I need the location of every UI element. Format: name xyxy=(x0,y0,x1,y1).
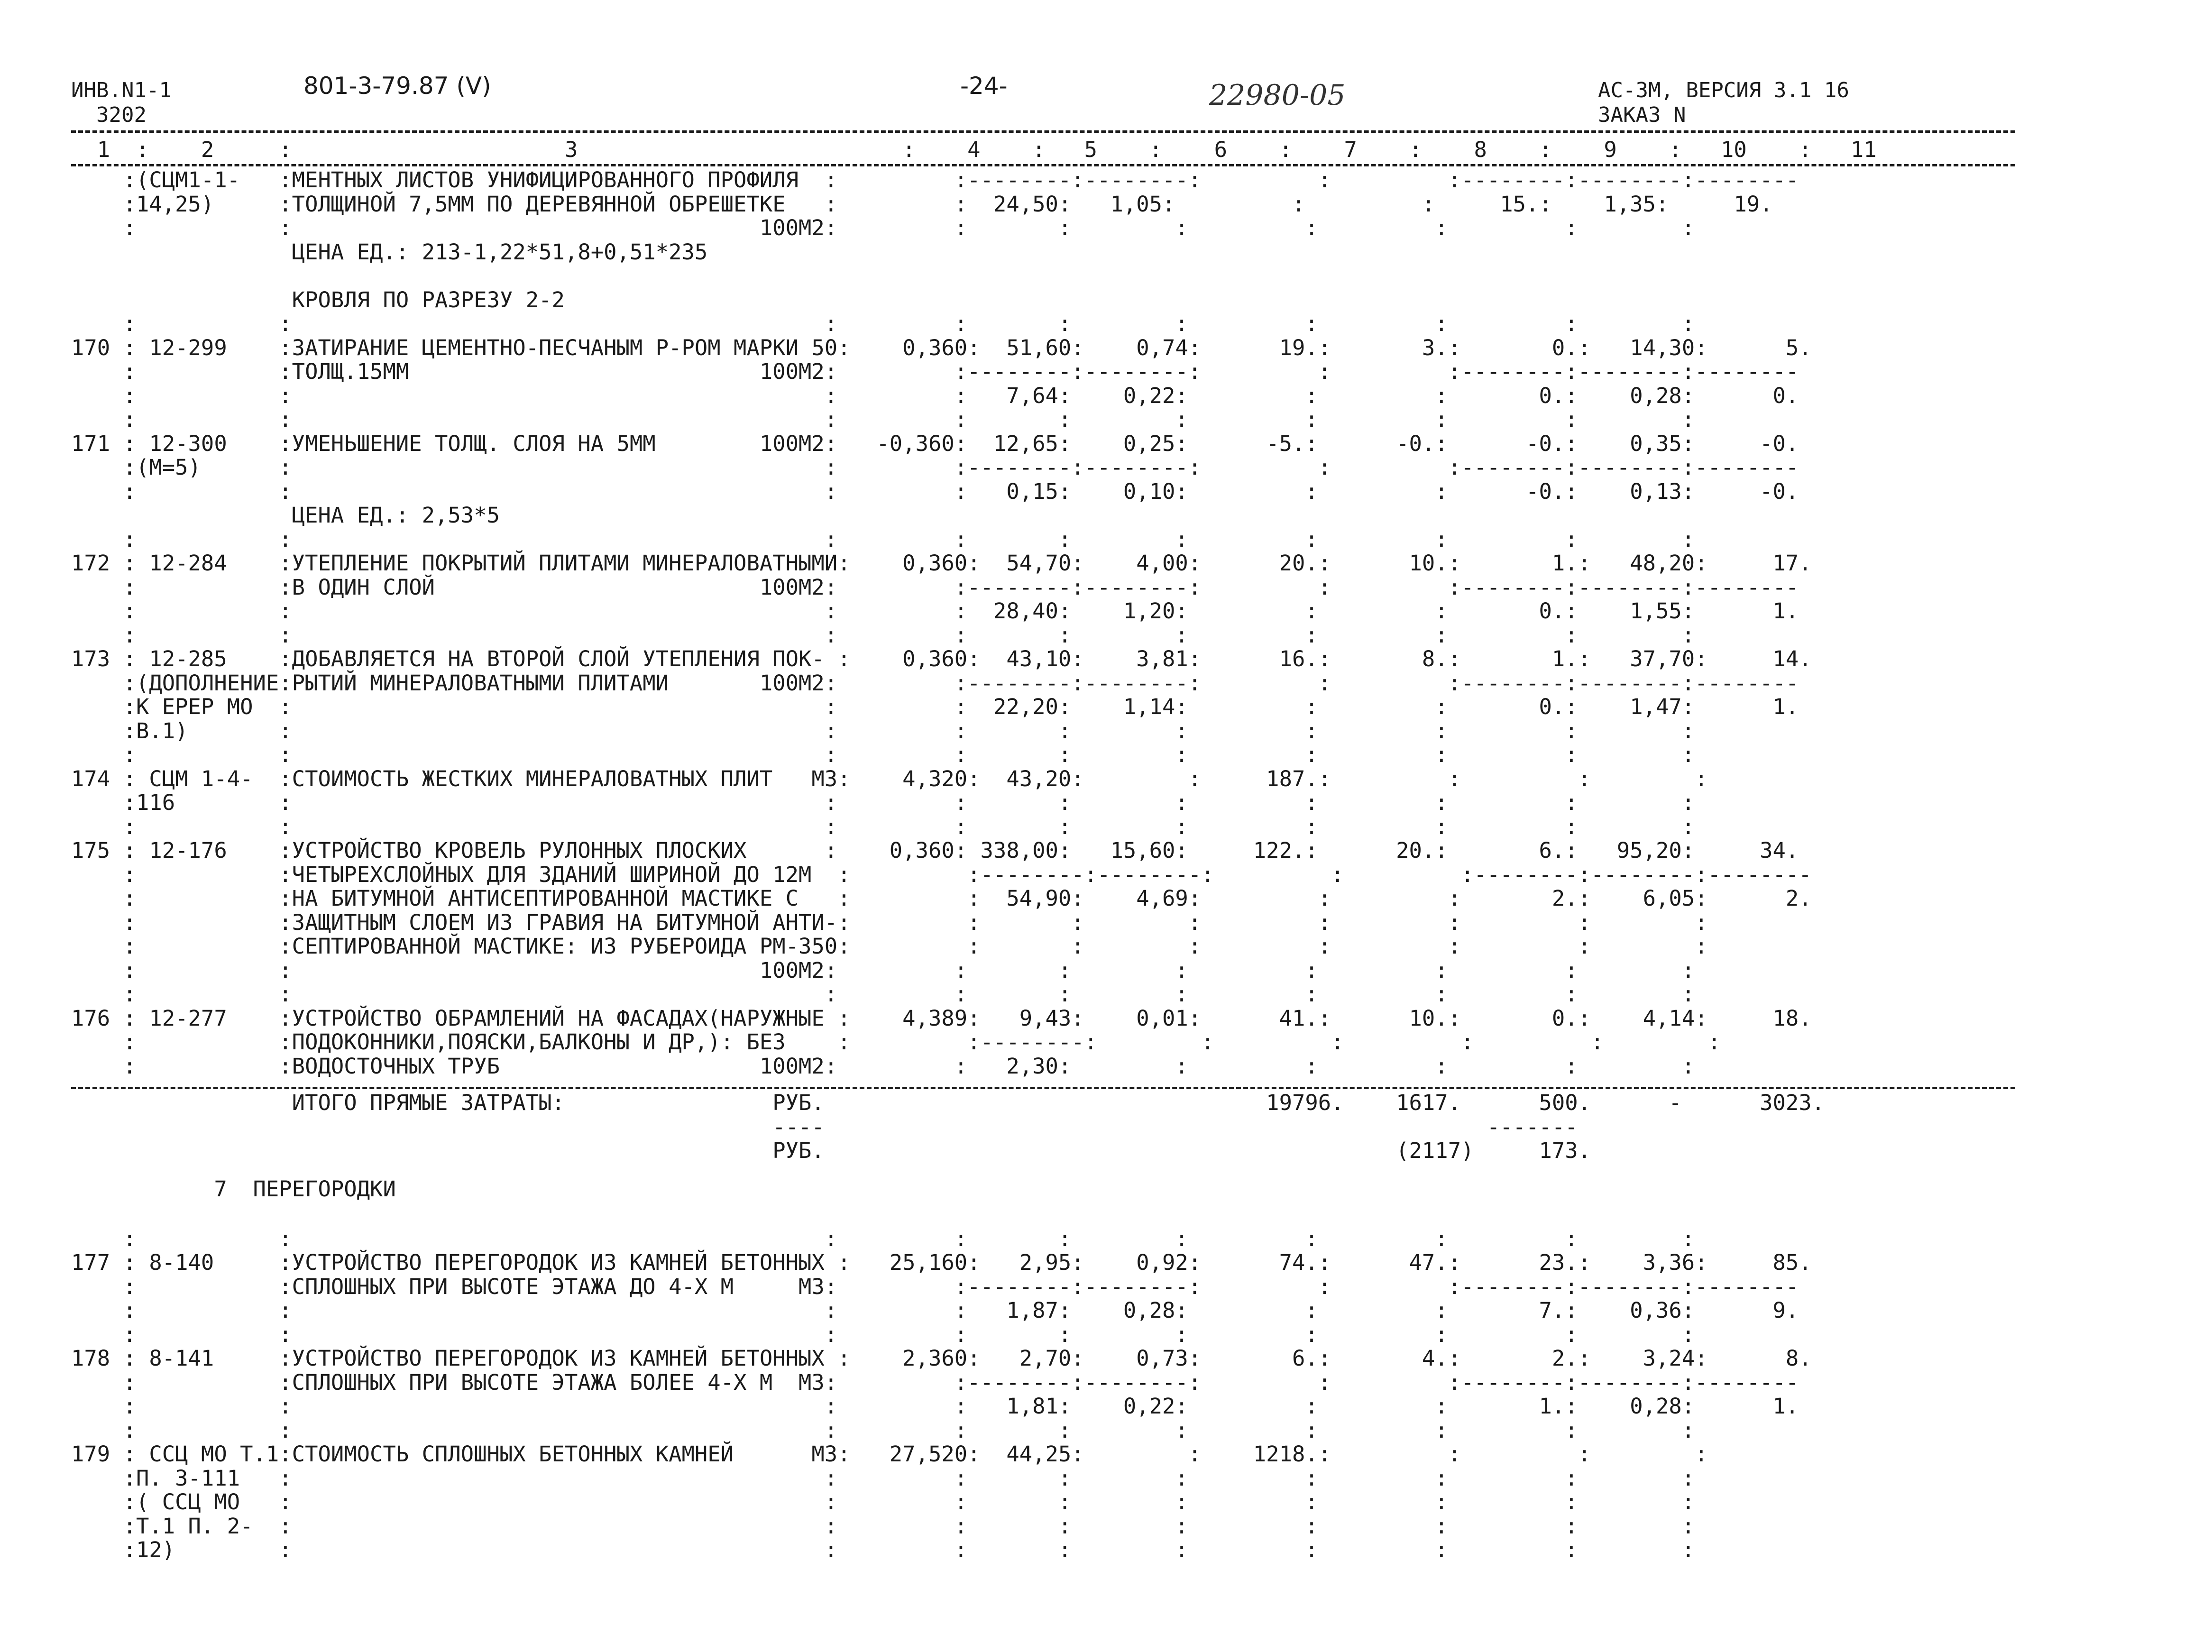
estimate-table-part-1 xyxy=(71,168,2015,1078)
table-line: : : : : : : : : : : xyxy=(71,622,1695,648)
table-line: : :ПОДОКОННИКИ,ПОЯСКИ,БАЛКОНЫ И ДР,): БЕЗ : :--------: : : : : : xyxy=(71,1029,1721,1055)
table-line xyxy=(71,264,2015,288)
totals-line: ---- ------- xyxy=(71,1114,1578,1139)
table-line: : : : : : : : : : : xyxy=(71,1322,1695,1347)
table-line: : : : : 28,40: 1,20: : : 0.: 1,55: 1. xyxy=(71,598,1799,624)
table-line: :Т.1 П. 2- : : : : : : : : : xyxy=(71,1513,1695,1539)
handwritten-number: 22980-05 xyxy=(1209,79,1346,112)
table-line: 171 : 12-300 :УМЕНЬШЕНИЕ ТОЛЩ. СЛОЯ НА 5ММ 100М2: -0,360: 12,65: 0,25: -5.: -0.: -0.: 0,35: -0. xyxy=(71,431,1799,456)
table-line: : :ЗАЩИТНЫМ СЛОЕМ ИЗ ГРАВИЯ НА БИТУМНОЙ АНТИ-: : : : : : : : xyxy=(71,909,1708,935)
estimate-table-part-2 xyxy=(71,1203,2015,1562)
inventory-line-1: ИНВ.N1-1 xyxy=(71,78,172,102)
table-line: : :В ОДИН СЛОЙ 100М2: :--------:--------: : :--------:--------:-------- xyxy=(71,574,1799,600)
table-line: ЦЕНА ЕД.: 213-1,22*51,8+0,51*235 xyxy=(71,239,708,265)
table-line: :(М=5) : : :--------:--------: : :--------:--------:-------- xyxy=(71,455,1799,480)
table-line: :(ДОПОЛНЕНИЕ:РЫТИЙ МИНЕРАЛОВАТНЫМИ ПЛИТАМИ 100М2: :--------:--------: : :--------:--------:-------- xyxy=(71,670,1799,696)
table-line: : : : : 1,87: 0,28: : : 7.: 0,36: 9. xyxy=(71,1298,1799,1323)
section-heading xyxy=(71,1177,2015,1202)
table-line: : :СПЛОШНЫХ ПРИ ВЫСОТЕ ЭТАЖА ДО 4-Х М М3: :--------:--------: : :--------:--------:-------- xyxy=(71,1274,1799,1299)
table-line: ЦЕНА ЕД.: 2,53*5 xyxy=(71,503,500,528)
table-line: : : : : 7,64: 0,22: : : 0.: 0,28: 0. xyxy=(71,383,1799,408)
table-line xyxy=(71,1203,2015,1227)
totals-block xyxy=(71,1091,2015,1163)
page-header xyxy=(71,72,2015,130)
table-line: : : : : : : : : : : xyxy=(71,1226,1695,1251)
inventory-line-2: 3202 xyxy=(71,103,147,127)
top-divider xyxy=(71,130,2015,133)
table-line: : :ЧЕТЫРЕХСЛОЙНЫХ ДЛЯ ЗДАНИЙ ШИРИНОЙ ДО 12М : :--------:--------: : :--------:--------:-------- xyxy=(71,862,1812,887)
table-line: : : : : : : : : : : xyxy=(71,526,1695,552)
table-line: 174 : СЦМ 1-4- :СТОИМОСТЬ ЖЕСТКИХ МИНЕРАЛОВАТНЫХ ПЛИТ М3: 4,320: 43,20: : 187.: : : : xyxy=(71,766,1708,791)
inventory-number xyxy=(71,78,172,128)
section-title: 7 ПЕРЕГОРОДКИ xyxy=(71,1176,396,1202)
table-line: : :ТОЛЩ.15ММ 100М2: :--------:--------: : :--------:--------:-------- xyxy=(71,359,1799,384)
table-line: :116 : : : : : : : : : xyxy=(71,790,1695,815)
order-line: ЗАКАЗ N xyxy=(1598,103,1686,127)
table-line: : :НА БИТУМНОЙ АНТИСЕПТИРОВАННОЙ МАСТИКЕ С : : 54,90: 4,69: : : 2.: 6,05: 2. xyxy=(71,886,1812,911)
table-line: 178 : 8-141 :УСТРОЙСТВО ПЕРЕГОРОДОК ИЗ КАМНЕЙ БЕТОННЫХ : 2,360: 2,70: 0,73: 6.: 4.: 2.: 3,24: 8. xyxy=(71,1346,1812,1371)
table-line: : :СПЛОШНЫХ ПРИ ВЫСОТЕ ЭТАЖА БОЛЕЕ 4-Х М М3: :--------:--------: : :--------:--------:-------- xyxy=(71,1369,1799,1395)
table-line: :(СЦМ1-1- :МЕНТНЫХ ЛИСТОВ УНИФИЦИРОВАННОГО ПРОФИЛЯ : :--------:--------: : :--------:--------:-------- xyxy=(71,167,1799,193)
table-line: : :ВОДОСТОЧНЫХ ТРУБ 100М2: : 2,30: : : : : : xyxy=(71,1053,1695,1079)
table-line: 179 : ССЦ МО Т.1:СТОИМОСТЬ СПЛОШНЫХ БЕТОННЫХ КАМНЕЙ М3: 27,520: 44,25: : 1218.: : : : xyxy=(71,1441,1708,1467)
column-number-row xyxy=(71,136,2015,164)
estimate-page xyxy=(71,72,2015,1596)
table-line: : : 100М2: : : : : : : : xyxy=(71,957,1695,983)
table-line: :14,25) :ТОЛЩИНОЙ 7,5ММ ПО ДЕРЕВЯННОЙ ОБРЕШЕТКЕ : : 24,50: 1,05: : : 15.: 1,35: 19. xyxy=(71,191,1773,217)
totals-divider xyxy=(71,1087,2015,1089)
table-line: :К ЕРЕР МО : : : 22,20: 1,14: : : 0.: 1,47: 1. xyxy=(71,694,1799,719)
table-line: : : : : 0,15: 0,10: : : -0.: 0,13: -0. xyxy=(71,478,1799,504)
column-numbers: 1 : 2 : 3 : 4 : 5 : 6 : 7 : 8 : 9 : 10 : 11 xyxy=(71,137,1877,162)
table-line: : : : : : : : : : : xyxy=(71,407,1695,432)
table-line: 172 : 12-284 :УТЕПЛЕНИЕ ПОКРЫТИЙ ПЛИТАМИ МИНЕРАЛОВАТНЫМИ: 0,360: 54,70: 4,00: 20.: 10.: 1.: 48,20: 17. xyxy=(71,551,1812,576)
table-line: 170 : 12-299 :ЗАТИРАНИЕ ЦЕМЕНТНО-ПЕСЧАНЫМ Р-РОМ МАРКИ 50: 0,360: 51,60: 0,74: 19.: 3.: 0.: 14,30: 5. xyxy=(71,335,1812,360)
table-line: 175 : 12-176 :УСТРОЙСТВО КРОВЕЛЬ РУЛОННЫХ ПЛОСКИХ : 0,360: 338,00: 15,60: 122.: 20.: 6.: 95,20: 34. xyxy=(71,838,1799,863)
document-code: 801-3-79.87 (V) xyxy=(303,72,491,100)
table-line: : : : : : : : : : : xyxy=(71,742,1695,767)
table-line: 173 : 12-285 :ДОБАВЛЯЕТСЯ НА ВТОРОЙ СЛОЙ УТЕПЛЕНИЯ ПОК- : 0,360: 43,10: 3,81: 16.: 8.: 1.: 37,70: 14. xyxy=(71,646,1812,671)
table-line: :( ССЦ МО : : : : : : : : : xyxy=(71,1489,1695,1514)
version-info xyxy=(1598,78,1849,128)
table-line: 176 : 12-277 :УСТРОЙСТВО ОБРАМЛЕНИЙ НА ФАСАДАХ(НАРУЖНЫЕ : 4,389: 9,43: 0,01: 41.: 10.: 0.: 4,14: 18. xyxy=(71,1005,1812,1031)
totals-line: РУБ. (2117) 173. xyxy=(71,1138,1591,1163)
table-line: : : : : : : : : : : xyxy=(71,311,1695,336)
table-line: : :СЕПТИРОВАННОЙ МАСТИКЕ: ИЗ РУБЕРОИДА РМ-350: : : : : : : : xyxy=(71,934,1708,959)
table-line: : : : : : : : : : : xyxy=(71,982,1695,1007)
table-line: КРОВЛЯ ПО РАЗРЕЗУ 2-2 xyxy=(71,287,565,312)
table-line: : : : : 1,81: 0,22: : : 1.: 0,28: 1. xyxy=(71,1394,1799,1419)
table-line: : : : : : : : : : : xyxy=(71,1417,1695,1443)
totals-line: ИТОГО ПРЯМЫЕ ЗАТРАТЫ: РУБ. 19796. 1617. 500. - 3023. xyxy=(71,1090,1825,1115)
table-line: :12) : : : : : : : : : xyxy=(71,1537,1695,1562)
table-line: :П. 3-111 : : : : : : : : : xyxy=(71,1465,1695,1491)
table-line: : : : : : : : : : : xyxy=(71,814,1695,839)
header-divider xyxy=(71,164,2015,166)
table-line: : : 100М2: : : : : : : : xyxy=(71,215,1695,240)
table-line: :В.1) : : : : : : : : : xyxy=(71,718,1695,743)
table-line: 177 : 8-140 :УСТРОЙСТВО ПЕРЕГОРОДОК ИЗ КАМНЕЙ БЕТОННЫХ : 25,160: 2,95: 0,92: 74.: 47.: 23.: 3,36: 85. xyxy=(71,1250,1812,1275)
page-number: -24- xyxy=(960,72,1008,100)
version-line-1: АС-3М, ВЕРСИЯ 3.1 16 xyxy=(1598,78,1849,102)
